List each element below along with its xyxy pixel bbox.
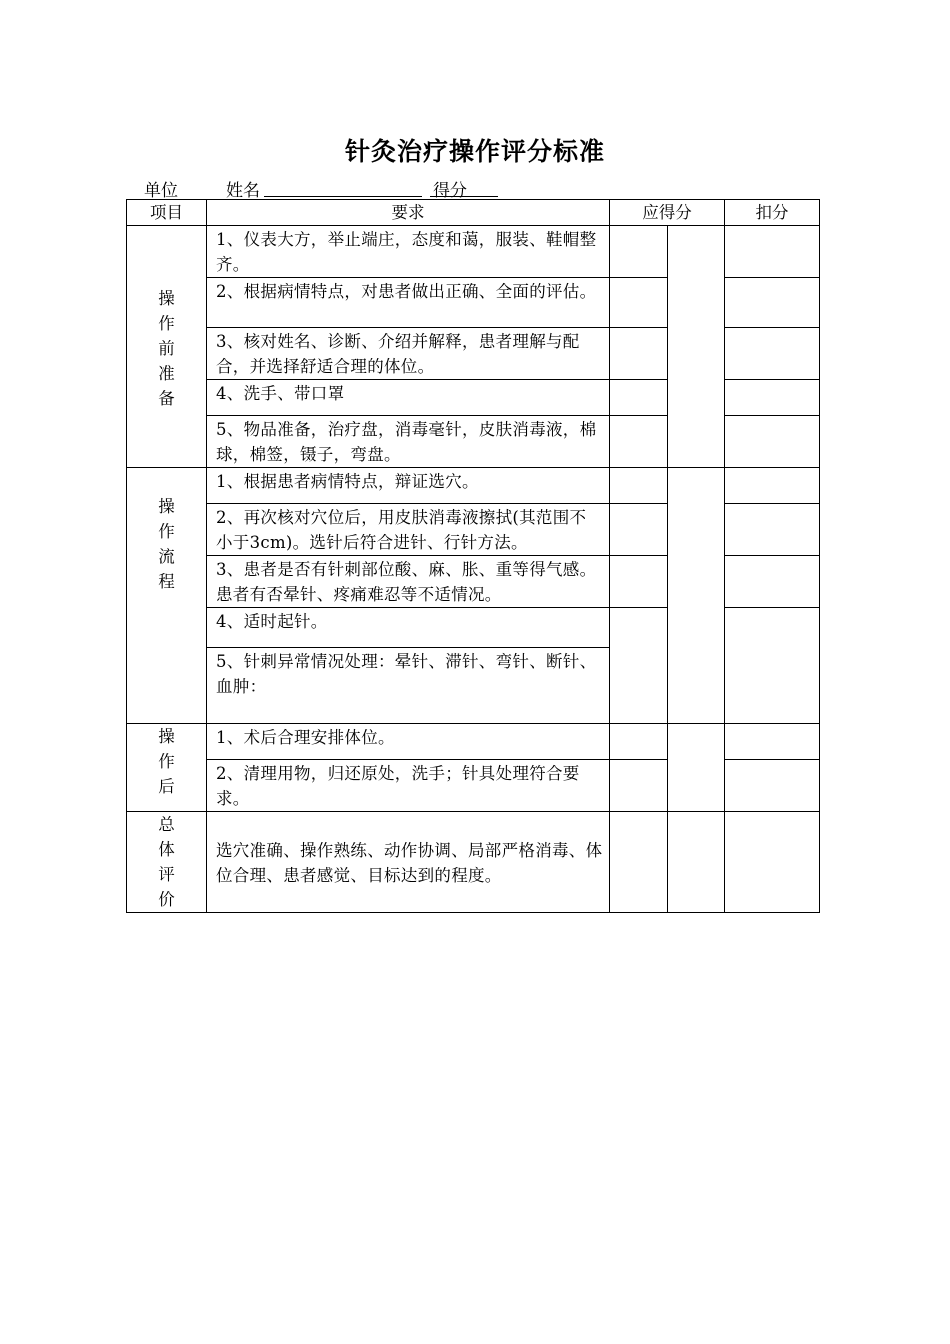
header-row: [127, 200, 820, 226]
table-row: [127, 226, 820, 278]
due-score-cell: [610, 328, 668, 380]
deduction-cell: [725, 760, 820, 812]
requirement-cell: 4、适时起针。: [207, 608, 610, 648]
deduction-cell: [725, 504, 820, 556]
deduction-cell: [725, 416, 820, 468]
header-requirement: 要求: [207, 200, 610, 226]
deduction-cell: [725, 608, 820, 724]
due-score-merged-cell: [668, 468, 725, 724]
header-item: 项目: [127, 200, 207, 226]
name-label: 姓名: [226, 181, 260, 201]
due-score-cell: [610, 556, 668, 608]
deduction-cell: [725, 328, 820, 380]
requirement-cell: 1、根据患者病情特点，辩证选穴。: [207, 468, 610, 504]
section-label-cell: [127, 812, 207, 913]
section-label-cell: [127, 724, 207, 812]
header-deduction: 扣分: [725, 200, 820, 226]
due-score-cell: [668, 812, 725, 913]
unit-label: 单位: [144, 181, 178, 201]
requirement-cell: 4、洗手、带口罩: [207, 380, 610, 416]
due-score-cell: [610, 416, 668, 468]
requirement-cell: 2、根据病情特点，对患者做出正确、全面的评估。: [207, 278, 610, 328]
deduction-cell: [725, 278, 820, 328]
deduction-cell: [725, 226, 820, 278]
due-score-cell: [610, 812, 668, 913]
due-score-cell: [610, 760, 668, 812]
score-label: 得分: [433, 181, 467, 201]
section-label-cell: [127, 468, 207, 724]
requirement-cell: 2、再次核对穴位后，用皮肤消毒液擦拭(其范围不小于3cm)。选针后符合进针、行针方法。: [207, 504, 610, 556]
due-score-cell: [610, 278, 668, 328]
table-row: [127, 812, 820, 913]
name-blank-underline: [264, 196, 422, 197]
due-score-cell: [610, 608, 668, 724]
due-score-cell: [610, 226, 668, 278]
section-label: 操作前准备: [158, 289, 175, 408]
section-label: 操作流程: [158, 497, 175, 591]
due-score-cell: [610, 724, 668, 760]
deduction-cell: [725, 468, 820, 504]
deduction-cell: [725, 380, 820, 416]
requirement-cell: 3、核对姓名、诊断、介绍并解释，患者理解与配合，并选择舒适合理的体位。: [207, 328, 610, 380]
page-title: 针灸治疗操作评分标准: [344, 137, 605, 166]
section-label: 操作后: [158, 727, 175, 796]
requirement-cell: 3、患者是否有针刺部位酸、麻、胀、重等得气感。患者有否晕针、疼痛难忍等不适情况。: [207, 556, 610, 608]
requirement-cell: 1、术后合理安排体位。: [207, 724, 610, 760]
header-due-score: 应得分: [610, 200, 725, 226]
requirement-cell: 5、物品准备，治疗盘，消毒毫针，皮肤消毒液，棉球，棉签，镊子，弯盘。: [207, 416, 610, 468]
scoring-table: [126, 199, 820, 913]
requirement-cell: 选穴准确、操作熟练、动作协调、局部严格消毒、体位合理、患者感觉、目标达到的程度。: [207, 812, 610, 913]
requirement-cell: 1、仪表大方，举止端庄，态度和蔼，服装、鞋帽整齐。: [207, 226, 610, 278]
score-blank-underline: [430, 196, 498, 197]
deduction-cell: [725, 812, 820, 913]
deduction-cell: [725, 556, 820, 608]
requirement-cell: 5、针刺异常情况处理：晕针、滞针、弯针、断针、 血肿：: [207, 648, 610, 724]
due-score-cell: [610, 504, 668, 556]
due-score-merged-cell: [668, 226, 725, 468]
section-label-cell: [127, 226, 207, 468]
requirement-cell: 2、清理用物，归还原处，洗手；针具处理符合要求。: [207, 760, 610, 812]
table-row: [127, 724, 820, 760]
due-score-merged-cell: [668, 724, 725, 812]
due-score-cell: [610, 468, 668, 504]
deduction-cell: [725, 724, 820, 760]
due-score-cell: [610, 380, 668, 416]
table-row: [127, 468, 820, 504]
section-label: 总体评价: [158, 815, 175, 909]
